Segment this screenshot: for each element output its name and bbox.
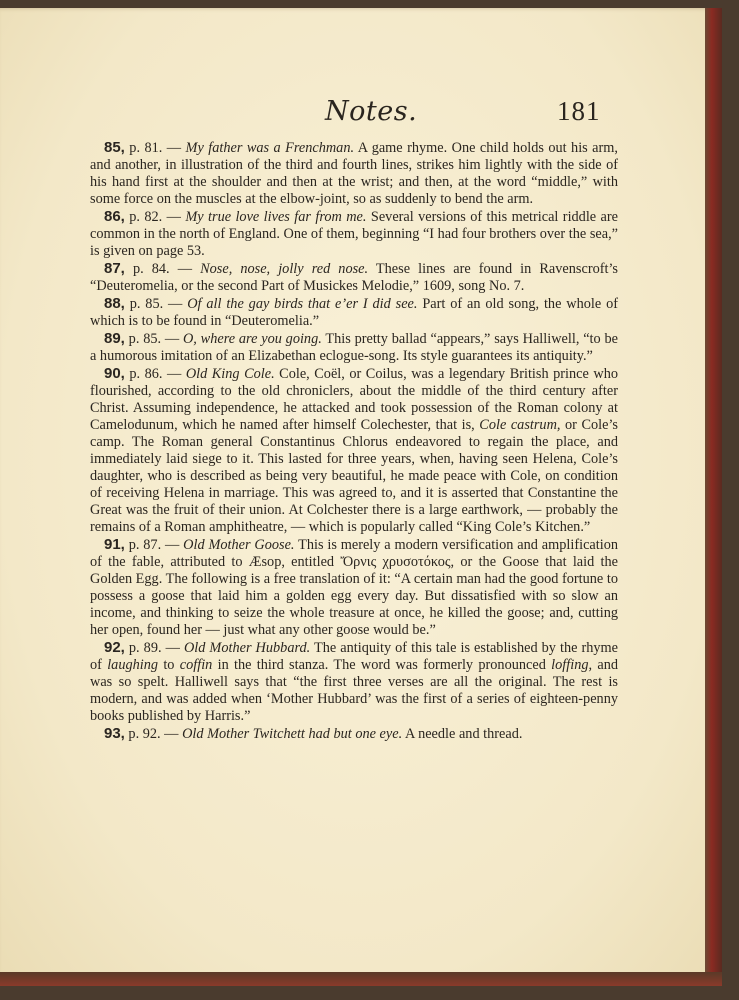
note-page-ref: p. 82. <box>124 209 163 225</box>
note-dash: — <box>161 331 183 347</box>
note-number: 88, <box>104 295 125 312</box>
note-title: Old Mother Hubbard. <box>183 640 311 656</box>
note-text: Part of an old song, the whole of which is to be found in “Deuteromelia.” <box>90 296 618 329</box>
note-title: Old King Cole. <box>185 366 275 382</box>
note-title: Of all the gay birds that e’er I did see. <box>187 296 418 312</box>
note-page-ref: p. 89. <box>124 640 162 656</box>
page-number: 181 <box>557 96 601 126</box>
note-dash: — <box>162 209 186 225</box>
note-dash: — <box>163 296 188 312</box>
note-number: 85, <box>104 139 125 156</box>
note-title: Nose, nose, jolly red nose. <box>200 261 369 277</box>
running-header <box>0 96 722 136</box>
note-emphasis: laughing <box>107 657 159 673</box>
note-92 <box>90 639 618 725</box>
note-title: O, where are you going. <box>182 331 322 347</box>
greek-title: Ὄρνις χρυσοτόκος, <box>340 554 455 570</box>
note-number: 90, <box>104 365 125 382</box>
notes-body <box>90 139 618 743</box>
note-text: This pretty ballad “appears,” says Halliwell, “to be a humorous imitation of an Elizabethan eclogue-song. Its style guarantees its antiquity.” <box>90 331 618 364</box>
note-page-ref: p. 92. <box>124 726 161 742</box>
note-title: Old Mother Twitchett had but one eye. <box>182 726 403 742</box>
book-page <box>0 8 722 986</box>
note-91 <box>90 536 618 639</box>
note-87 <box>90 260 618 295</box>
note-number: 89, <box>104 330 125 347</box>
note-page-ref: p. 85. <box>124 331 162 347</box>
note-dash: — <box>160 726 183 742</box>
note-text: These lines are found in Ravenscroft’s “Deuteromelia, or the second Part of Musickes Melodie,” 1609, song No. 7. <box>90 261 618 294</box>
note-title: Old Mother Goose. <box>183 537 295 553</box>
page-bottom-edge <box>0 972 722 986</box>
note-dash: — <box>162 140 186 156</box>
note-page-ref: p. 86. <box>124 366 163 382</box>
note-text: A needle and thread. <box>402 726 523 742</box>
note-text-b: to <box>158 657 180 673</box>
note-text-a: This is merely a modern versification and amplification of the fable, attributed to Æsop, entitled <box>90 537 619 570</box>
note-page-ref: p. 87. <box>124 537 162 553</box>
note-number: 92, <box>104 639 125 656</box>
note-title: My father was a Frenchman. <box>185 140 355 156</box>
note-90 <box>90 365 618 536</box>
note-title: My true love lives far from me. <box>185 209 367 225</box>
note-number: 91, <box>104 536 125 553</box>
note-text: A game rhyme. One child holds out his arm, and another, in illustration of the third and fourth lines, strikes him lightly with the side of his hand first at the shoulder and then at the wrist; and then, at the word “middle,” with some force on the muscles at the elbow-joint, so as suddenly to bend the arm. <box>90 140 618 207</box>
note-88 <box>90 295 618 330</box>
note-number: 93, <box>104 725 125 742</box>
note-dash: — <box>162 366 186 382</box>
note-text: Several versions of this metrical riddle are common in the north of England. One of them, beginning “I had four brothers over the sea,” is given on page 53. <box>90 209 619 259</box>
note-number: 87, <box>104 260 125 277</box>
note-text-c: in the third stanza. The word was formerly pronounced <box>212 657 552 673</box>
header-title: Notes. <box>325 96 418 127</box>
page-right-edge <box>705 8 722 986</box>
note-text: and was so spelt. Halliwell says that “the first three verses are all the original. The rest is modern, and was added when ‘Mother Hubbard’ was the first of a series of eighteen-penny books published by Harris.” <box>90 657 619 724</box>
note-dash: — <box>161 537 184 553</box>
note-page-ref: p. 85. <box>124 296 164 312</box>
note-emphasis-2: coffin <box>179 657 213 673</box>
note-emphasis: Cole castrum, <box>479 417 561 433</box>
note-86 <box>90 208 618 260</box>
note-text-a: The antiquity of this tale is established by the rhyme of <box>90 640 619 673</box>
note-number: 86, <box>104 208 125 225</box>
note-page-ref: p. 84. <box>124 261 170 277</box>
note-dash: — <box>161 640 184 656</box>
note-page-ref: p. 81. <box>124 140 163 156</box>
note-89 <box>90 330 618 365</box>
note-text-a: Cole, Coël, or Coilus, was a legendary British prince who flourished, according to the old chroniclers, about the middle of the third century after Christ. Assuming independence, he attacked and took possession of the Roman colony at Camelodunum, which he named after himself Colechester, that is, <box>90 366 618 433</box>
note-85 <box>90 139 618 208</box>
note-dash: — <box>169 261 201 277</box>
note-text: or Cole’s camp. The Roman general Constantinus Chlorus endeavored to regain the place, and immediately laid siege to it. This lasted for three years, when, having seen Helena, Cole’s daughter, who is described as being very beautiful, he made peace with Cole, on condition of receiving Helena in marriage. This was agreed to, and it is asserted that Constantine the Great was the fruit of their union. At Colchester there is a large earthwork, — probably the remains of a Roman amphitheatre, — which is popularly called “King Cole’s Kitchen.” <box>90 417 618 535</box>
note-93 <box>90 725 618 743</box>
note-text: or the Goose that laid the Golden Egg. The following is a free translation of it: “A certain man had the good fortune to possess a goose that laid him a golden egg every day. But dissatisfied with so slow an income, and thinking to seize the whole treasure at once, he killed the goose; and, cutting her open, found her — just what any other goose would be.” <box>90 554 618 638</box>
note-emphasis-3: loffing, <box>551 657 593 673</box>
